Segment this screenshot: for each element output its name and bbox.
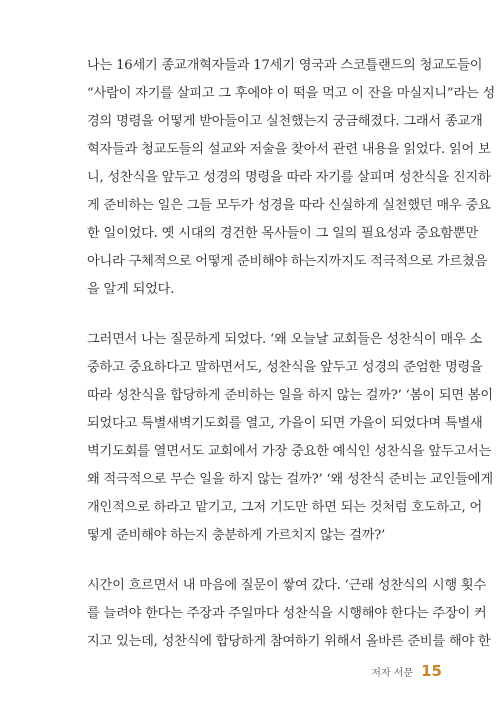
paragraph-gap <box>87 304 419 326</box>
text-line: 중하고 중요하다고 말하면서도, 성찬식을 앞두고 성경의 준엄한 명령을 <box>87 360 483 375</box>
text-line: 아니라 구체적으로 어떻게 준비해야 하는지까지도 적극적으로 가르쳤음 <box>87 254 488 269</box>
text-line: 왜 적극적으로 무슨 일을 하지 않는 걸까?’ ‘왜 성찬식 준비는 교인들에게 <box>87 472 493 487</box>
text-line: 경의 명령을 어떻게 받아들이고 실천했는지 궁금해졌다. 그래서 종교개 <box>87 114 483 129</box>
text-line: 니, 성찬식을 앞두고 성경의 명령을 따라 자기를 살피며 성찬식을 진지하 <box>87 170 491 185</box>
text-line: “사람이 자기를 살피고 그 후에야 이 떡을 먹고 이 잔을 마실지니”라는 성 <box>87 86 496 101</box>
text-line: 한 일이었다. 옛 시대의 경건한 목사들이 그 일의 필요성과 중요함뿐만 <box>87 226 479 241</box>
text-line: 시간이 흐르면서 내 마음에 질문이 쌓여 갔다. ‘근래 성찬식의 시행 횟수 <box>87 578 486 593</box>
paragraph-1 <box>87 52 496 304</box>
body-text <box>87 52 496 656</box>
text-line: 떻게 준비해야 하는지 충분하게 가르치지 않는 걸까?’ <box>87 528 386 543</box>
text-line: 개인적으로 하라고 맡기고, 그저 기도만 하면 되는 것처럼 호도하고, 어 <box>87 500 483 515</box>
page-number: 15 <box>421 662 442 680</box>
text-line: 를 늘려야 한다는 주장과 주일마다 성찬식을 시행해야 한다는 주장이 커 <box>87 606 487 621</box>
text-line: 지고 있는데, 성찬식에 합당하게 참여하기 위해서 올바른 준비를 해야 한 <box>87 634 491 649</box>
paragraph-gap <box>87 550 419 572</box>
text-line: 그러면서 나는 질문하게 되었다. ‘왜 오늘날 교회들은 성찬식이 매우 소 <box>87 332 483 347</box>
text-line: 되었다고 특별새벽기도회를 열고, 가을이 되면 가을이 되었다며 특별새 <box>87 416 483 431</box>
text-line: 을 알게 되었다. <box>87 282 175 297</box>
section-label: 저자 서문 <box>371 668 414 679</box>
text-line: 벽기도회를 열면서도 교회에서 가장 중요한 예식인 성찬식을 앞두고서는 <box>87 444 492 459</box>
text-line: 나는 16세기 종교개혁자들과 17세기 영국과 스코틀랜드의 청교도들이 <box>87 58 483 73</box>
paragraph-3 <box>87 572 491 656</box>
text-line: 따라 성찬식을 합당하게 준비하는 일을 하지 않는 걸까?’ ‘봄이 되면 봄이 <box>87 388 493 403</box>
paragraph-2 <box>87 326 493 550</box>
text-line: 혁자들과 청교도들의 설교와 저술을 찾아서 관련 내용을 읽었다. 읽어 보 <box>87 142 491 157</box>
page-footer <box>371 662 442 682</box>
text-line: 게 준비하는 일은 그들 모두가 성경을 따라 신실하게 실천했던 매우 중요 <box>87 198 491 213</box>
